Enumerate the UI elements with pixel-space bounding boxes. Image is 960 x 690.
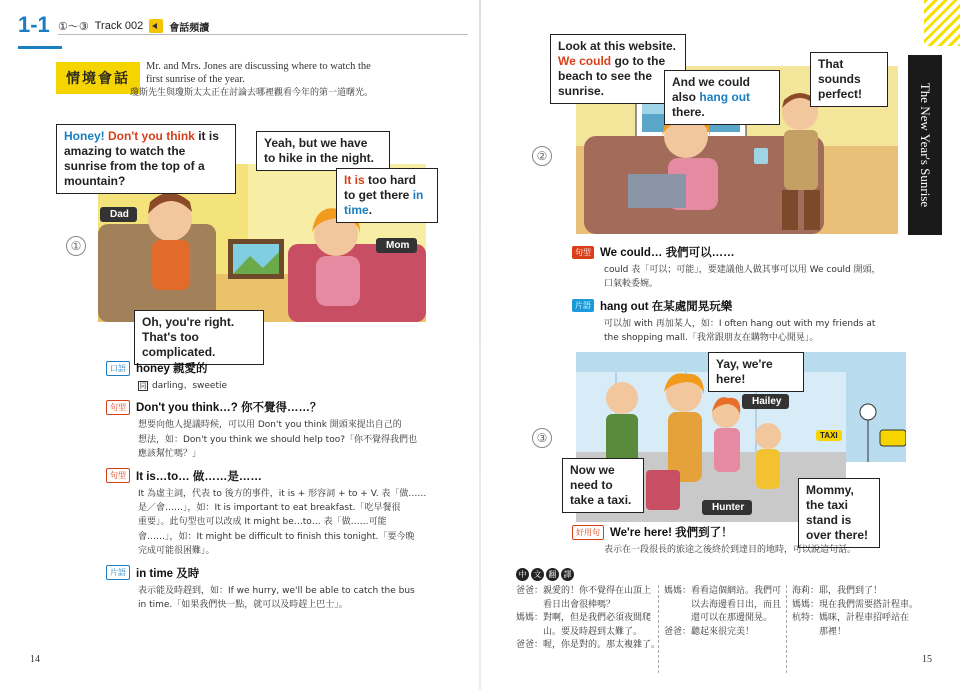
tag-hailey: Hailey	[742, 394, 789, 409]
translation-title-char: 譯	[561, 568, 574, 581]
phrase-body: 表示在一段很長的旅途之後終於到達目的地時，可以說這句話。	[604, 545, 857, 555]
translation-line: 還可以在那邊閒晃。	[664, 613, 773, 623]
translation-line: 媽媽：現在我們需要搭計程車。	[792, 599, 919, 610]
phrase-badge: 好用句	[572, 525, 604, 540]
vocab-body-line: 重要」。此句型也可以改成 It might be…to… 表「做……可能	[138, 517, 387, 528]
vocab-body-line: 想法，如：Don't you think we should help too?「你不覺得我們也	[138, 434, 417, 445]
taxi-sign: TAXI	[816, 430, 842, 441]
vocab-body-line: 可以加 with 再加某人，如：I often hang out with my friends at	[604, 318, 876, 329]
synonym-icon: 同	[139, 382, 147, 390]
vocab-body: darling、sweetie	[152, 381, 228, 391]
track-bar	[58, 18, 209, 34]
translation-divider	[658, 585, 659, 673]
translation-col-3	[792, 585, 918, 639]
tag-dad: Dad	[100, 207, 137, 222]
vocab-right	[572, 244, 902, 346]
translation-title-char: 文	[531, 568, 544, 581]
vocab-badge: 句型	[572, 246, 594, 259]
page-number-right: 15	[922, 654, 932, 665]
chapter-side-title	[908, 55, 942, 235]
vocab-term: Don't you think…? 你不覺得……？	[136, 402, 322, 415]
translation-title-char: 翻	[546, 568, 559, 581]
track-label: Track 002	[94, 20, 144, 32]
vocab-term: We could… 我們可以……	[600, 247, 735, 259]
bubble-mom-1: Yeah, but we have to hike in the night.	[256, 131, 390, 171]
vocab-item	[106, 360, 436, 393]
vocab-body-line: 口氣較委婉。	[604, 279, 659, 290]
translation-title	[516, 568, 574, 581]
translation-line: 爸爸：聽起來很完美！	[664, 626, 755, 637]
translation-line: 杭特：媽咪，計程車招呼站在	[792, 613, 910, 623]
vocab-term: It is…to… 做……是……	[136, 470, 262, 483]
panel-2-number: ②	[532, 146, 552, 166]
tag-mom: Mom	[376, 238, 417, 253]
translation-col-2	[664, 585, 781, 639]
scene-label: 情境會話	[56, 62, 140, 94]
vocab-term: honey 親愛的	[136, 363, 208, 375]
bubble-dad-3: That sounds perfect!	[810, 52, 888, 107]
page-number-left: 14	[30, 654, 40, 665]
vocab-body-line: 是／會……」，如：It is important to eat breakfast.「吃早餐很	[138, 502, 401, 513]
vocab-body-line: 完成可能很困難」。	[138, 546, 215, 557]
panel-3-number: ③	[532, 428, 552, 448]
header-rule	[58, 34, 468, 35]
translation-line: 媽媽：看看這個網站。我們可	[664, 586, 782, 596]
bubble-mom-3: Look at this website. We could go to the beach to see the sunrise.	[550, 34, 686, 104]
vocab-term: in time 及時	[136, 567, 200, 580]
bubble-mom-2: It is too hard to get there in time.	[336, 168, 438, 223]
vocab-badge: 片語	[572, 299, 594, 312]
translation-divider	[786, 585, 787, 673]
taxi-stand-illustration	[846, 352, 906, 462]
vocab-badge: 口語	[106, 361, 130, 376]
bubble-dad-1: Honey! Don't you think it is amazing to watch the sunrise from the top of a mountain?	[56, 124, 236, 194]
translation-line: 山。要及時趕到太難了。	[516, 626, 643, 637]
translation-line: 那裡！	[792, 626, 847, 637]
translation-line: 海莉：耶，我們到了！	[792, 586, 883, 596]
bubble-hunter: Mommy, the taxi stand is over there!	[798, 478, 880, 548]
vocab-item	[572, 244, 902, 292]
vocab-item	[106, 468, 436, 559]
bubble-mom-5: Yay, we're here!	[708, 352, 804, 392]
vocab-body-line: It 為虛主詞，代表 to 後方的事件，it is + 形容詞 + to + V. 表「做……	[138, 488, 427, 499]
lesson-number: 1-1	[18, 12, 50, 37]
vocab-body-line: could 表「可以；可能」，要建議他人做其事可以用 We could 開頭，	[604, 265, 881, 275]
bubble-dad-2: Oh, you're right. That's too complicated.	[134, 310, 264, 365]
translation-line: 爸爸：喔，你是對的。那太複雜了。	[516, 640, 661, 650]
translation-line: 爸爸：親愛的！你不覺得在山頂上	[516, 586, 652, 596]
vocab-item	[106, 399, 436, 461]
bubble-mom-4: And we could also hang out there.	[664, 70, 780, 125]
mode-label: 會話頻讀	[169, 22, 210, 34]
vocab-badge: 片語	[106, 565, 130, 580]
vocab-body-line: 想要向他人提議時候，可以用 Don't you think 開頭來提出自己的	[138, 420, 402, 431]
vocab-term: hang out 在某處閒晃玩樂	[600, 300, 733, 313]
bubble-mom-6: Now we need to take a taxi.	[562, 458, 644, 513]
vocab-body-line: 應該幫忙嗎？」	[138, 449, 202, 460]
audio-icon[interactable]	[149, 19, 163, 33]
track-range: ①～③	[58, 21, 89, 33]
translation-line: 以去海邊看日出，而且	[664, 599, 782, 610]
vocab-left	[106, 360, 436, 612]
taxi-area	[846, 352, 906, 462]
vocab-body-line: 表示能及時趕到，如：If we hurry, we'll be able to catch the bus	[138, 585, 415, 596]
scene-description-zh: 瓊斯先生與瓊斯太太正在討論去哪裡觀看今年的第一道曙光。	[130, 88, 374, 98]
useful-phrase	[572, 524, 912, 557]
vocab-badge: 句型	[106, 400, 130, 415]
phrase-term: We're here! 我們到了！	[610, 527, 733, 539]
side-title-text: The New Year's Sunrise	[918, 82, 933, 208]
corner-stripe	[924, 0, 960, 46]
translation-line: 媽媽：對啊，但是我們必須夜間爬	[516, 613, 652, 623]
vocab-body-line: in time.「如果我們快一點，就可以及時趕上巴士」。	[138, 599, 348, 610]
vocab-body-line: the shopping mall.「我常跟朋友在購物中心閒晃」。	[604, 333, 819, 344]
vocab-body-line: 會……」，如：It might be difficult to finish this tonight.「要今晚	[138, 531, 415, 542]
tag-hunter: Hunter	[702, 500, 752, 515]
translation-col-1	[516, 585, 660, 653]
panel-1-number: ①	[66, 236, 86, 256]
scene-description-en: Mr. and Mrs. Jones are discussing where to watch the first sunrise of the year.	[146, 61, 371, 86]
vocab-item	[572, 298, 902, 346]
translation-line: 看日出會很棒嗎？	[516, 599, 616, 610]
vocab-badge: 句型	[106, 468, 130, 483]
translation-title-char: 中	[516, 568, 529, 581]
vocab-item	[106, 565, 436, 613]
